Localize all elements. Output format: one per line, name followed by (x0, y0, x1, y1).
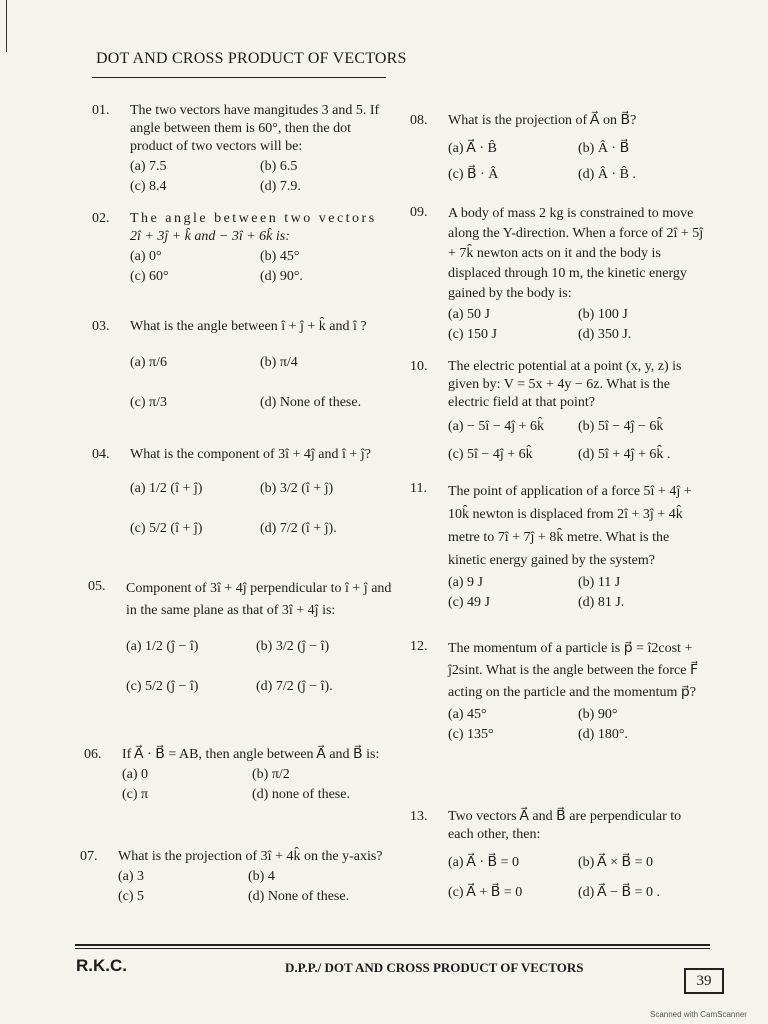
option-d: (d) 180°. (578, 727, 628, 742)
question-12 (410, 638, 710, 744)
option-a: (a) 9 J (448, 575, 483, 590)
option-b: (b) 100 J (578, 307, 628, 322)
option-c: (c) 5 (118, 889, 145, 904)
option-a: (a) 50 J (448, 307, 490, 322)
option-a: (a) 1/2 (î + ĵ) (130, 481, 203, 496)
footer-author: R.K.C. (76, 956, 127, 975)
question-text: What is the projection of A⃗ on B⃗? (448, 113, 637, 128)
option-b: (b) 45° (260, 249, 300, 264)
option-d: (d) 7/2 (ĵ − î). (256, 679, 333, 694)
options (118, 868, 392, 906)
question-text: The angle between two vectors (130, 211, 377, 226)
question-09 (410, 204, 710, 344)
option-d: (d) None of these. (248, 889, 350, 904)
question-13 (410, 808, 710, 902)
option-b: (b) 5î − 4ĵ − 6k̂ (578, 419, 664, 434)
question-expression: 2î + 3ĵ + k̂ and − 3î + 6k̂ is: (130, 229, 290, 244)
question-number: 02. (92, 211, 110, 226)
option-d: (d) A⃗ − B⃗ = 0 . (578, 885, 661, 900)
option-c: (c) π (122, 787, 149, 802)
option-c: (c) A⃗ + B⃗ = 0 (448, 885, 523, 900)
options (448, 418, 710, 464)
question-text: Two vectors A⃗ and B⃗ are perpendicular to each other, then: (448, 809, 682, 842)
options (130, 248, 392, 286)
question-number: 07. (80, 849, 98, 864)
question-10 (410, 358, 710, 464)
options (448, 306, 710, 344)
scan-edge-line (6, 0, 7, 52)
question-text: What is the angle between î + ĵ + k̂ and î ? (130, 319, 367, 334)
options (130, 158, 392, 196)
options (130, 354, 392, 412)
question-text: If A⃗ · B⃗ = AB, then angle between A⃗ and B⃗ is: (122, 747, 380, 762)
option-b: (b) π/4 (260, 355, 298, 370)
option-b: (b) A⃗ × B⃗ = 0 (578, 855, 654, 870)
option-a: (a) − 5î − 4ĵ + 6k̂ (448, 419, 545, 434)
option-d: (d) None of these. (260, 395, 362, 410)
option-c: (c) 5/2 (ĵ − î) (126, 679, 199, 694)
option-b: (b) π/2 (252, 767, 290, 782)
question-11 (410, 480, 710, 612)
question-07 (80, 848, 392, 906)
question-08 (410, 112, 710, 184)
question-text: What is the projection of 3î + 4k̂ on the y-axis? (118, 849, 383, 864)
question-number: 01. (92, 103, 110, 118)
option-c: (c) 60° (130, 269, 169, 284)
page-title: DOT AND CROSS PRODUCT OF VECTORS (96, 50, 407, 67)
question-number: 05. (88, 579, 106, 594)
option-a: (a) A⃗ · B⃗ = 0 (448, 855, 520, 870)
question-text: A body of mass 2 kg is constrained to move along the Y-direction. When a force of 2î + 5ĵ + 7k̂ newton acts on it and the body is displaced through 10 m, the kinetic energy gained by the body is: (448, 206, 704, 301)
question-text: Component of 3î + 4ĵ perpendicular to î + ĵ and in the same plane as that of 3î + 4ĵ is: (126, 581, 392, 618)
options (448, 854, 710, 902)
option-d: (d) none of these. (252, 787, 350, 802)
question-number: 06. (84, 747, 102, 762)
question-01 (92, 102, 392, 196)
question-03 (92, 318, 392, 412)
option-c: (c) 49 J (448, 595, 490, 610)
options (448, 140, 710, 184)
option-b: (b) 6.5 (260, 159, 298, 174)
option-d: (d) 7/2 (î + ĵ). (260, 521, 337, 536)
option-b: (b) 3/2 (ĵ − î) (256, 639, 330, 654)
option-b: (b) 3/2 (î + ĵ) (260, 481, 334, 496)
option-c: (c) 8.4 (130, 179, 167, 194)
options (122, 766, 392, 804)
option-a: (a) 1/2 (ĵ − î) (126, 639, 199, 654)
options (448, 706, 710, 744)
option-a: (a) 45° (448, 707, 487, 722)
page-number: 39 (684, 968, 724, 994)
option-a: (a) π/6 (130, 355, 167, 370)
option-c: (c) π/3 (130, 395, 167, 410)
option-c: (c) 150 J (448, 327, 497, 342)
question-number: 09. (410, 205, 428, 220)
option-c: (c) 135° (448, 727, 494, 742)
option-c: (c) 5î − 4ĵ + 6k̂ (448, 447, 533, 462)
option-d: (d) 90°. (260, 269, 303, 284)
option-a: (a) 0 (122, 767, 149, 782)
option-a: (a) A⃗ · B̂ (448, 141, 497, 156)
option-d: (d) 350 J. (578, 327, 632, 342)
question-text: The point of application of a force 5î + 4ĵ + 10k̂ newton is displaced from 2î + 3ĵ + 4k̂ metre to 7î + 7ĵ + 8k̂ metre. What is the kinetic energy gained by the system? (448, 484, 692, 568)
question-number: 08. (410, 113, 428, 128)
footer-rule-thin (75, 948, 710, 949)
option-b: (b) 90° (578, 707, 618, 722)
question-04 (92, 446, 392, 538)
question-number: 11. (410, 481, 427, 496)
option-d: (d) 5î + 4ĵ + 6k̂ . (578, 447, 671, 462)
option-c: (c) B⃗ · Â (448, 167, 499, 182)
question-number: 12. (410, 639, 428, 654)
option-b: (b) 4 (248, 869, 275, 884)
question-text: The momentum of a particle is p⃗ = î2cost + ĵ2sint. What is the angle between the force F⃗ acting on the particle and the momentum p⃗? (448, 641, 698, 700)
question-text: The two vectors have mangitudes 3 and 5. If angle between them is 60°, then the dot product of two vectors will be: (130, 103, 380, 154)
scanner-watermark: Scanned with CamScanner (650, 1010, 747, 1019)
option-a: (a) 0° (130, 249, 162, 264)
question-06 (84, 746, 392, 804)
question-number: 04. (92, 447, 110, 462)
option-c: (c) 5/2 (î + ĵ) (130, 521, 203, 536)
option-d: (d) Â · B̂ . (578, 167, 636, 182)
option-a: (a) 3 (118, 869, 145, 884)
question-02 (92, 210, 392, 286)
option-b: (b) Â · B⃗ (578, 141, 630, 156)
option-a: (a) 7.5 (130, 159, 167, 174)
option-d: (d) 7.9. (260, 179, 301, 194)
title-underline (92, 77, 386, 78)
options (130, 480, 392, 538)
question-number: 03. (92, 319, 110, 334)
footer-title: D.P.P./ DOT AND CROSS PRODUCT OF VECTORS (285, 960, 584, 975)
option-d: (d) 81 J. (578, 595, 625, 610)
question-number: 10. (410, 359, 428, 374)
question-text: The electric potential at a point (x, y, z) is given by: V = 5x + 4y − 6z. What is the electric field at that point? (448, 359, 682, 410)
options (126, 638, 392, 696)
question-05 (88, 578, 392, 696)
options (448, 574, 710, 612)
option-b: (b) 11 J (578, 575, 621, 590)
question-number: 13. (410, 809, 428, 824)
question-text: What is the component of 3î + 4ĵ and î + ĵ? (130, 447, 371, 462)
footer-rule (75, 944, 710, 946)
